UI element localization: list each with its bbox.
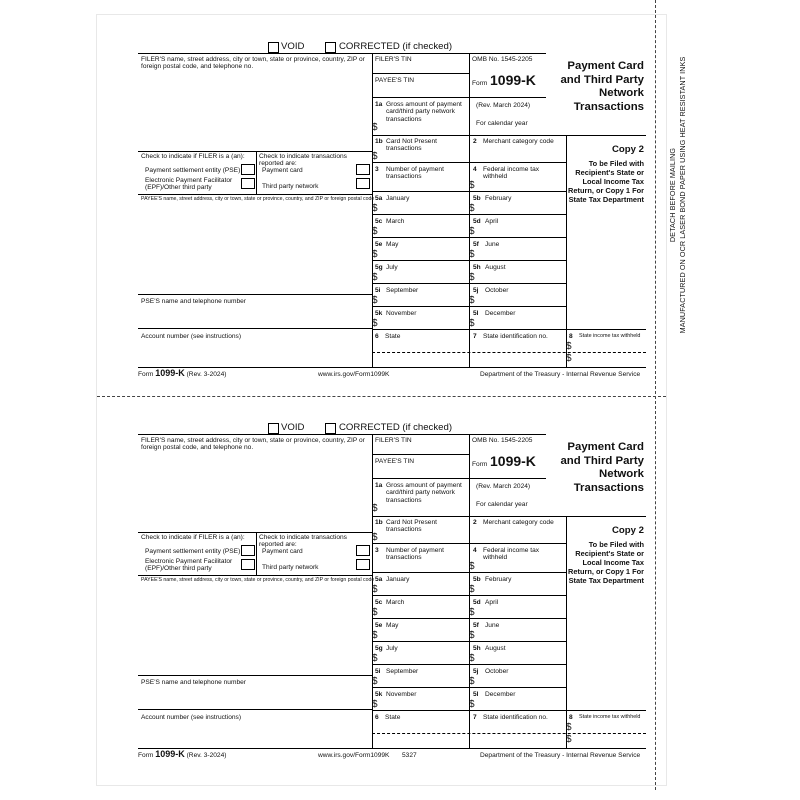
calendar-year-label: For calendar year [476,501,528,508]
box-8-dollar-2: $ [566,353,572,364]
box-1b-dollar: $ [372,151,378,162]
corrected-label: CORRECTED (if checked) [339,422,453,433]
transactions-check-label: Check to indicate transactions reported are: [259,153,347,168]
box-5g-number: 5g [375,264,383,271]
box-1b-number: 1b [375,519,383,526]
box-5b-number: 5b [473,195,481,202]
box-5l-label: December [485,310,516,317]
box-1b-label: Card Not Present transactions [386,519,437,534]
box-5e-label: May [386,622,399,629]
box-5f-label: June [485,622,500,629]
box-5i-number: 5i [375,668,381,675]
footer-form-prefix: Form [138,752,154,759]
box-5d-number: 5d [473,218,481,225]
box-5i-dollar: $ [372,295,378,306]
account-number-label: Account number (see instructions) [141,333,242,340]
footer-revision: (Rev. 3-2024) [186,371,227,378]
box-4-number: 4 [473,166,477,173]
box-5d-label: April [485,218,499,225]
box-5b-dollar: $ [469,584,475,595]
box-5c-number: 5c [375,599,383,606]
box-3-number: 3 [375,166,379,173]
box-5c-label: March [386,218,405,225]
box-5l-number: 5l [473,310,479,317]
box-5h-number: 5h [473,264,481,271]
box-7-label: State identification no. [483,714,548,721]
box-5h-dollar: $ [469,272,475,283]
pse-option-label: Payment settlement entity (PSE) [145,167,241,174]
box-5l-dollar: $ [469,318,475,329]
copy-label: Copy 2 [612,525,644,536]
tear-line [97,396,666,397]
copy-description: To be Filed with Recipient's State or Local Income Tax Return, or Copy 1 For State Tax Department [568,540,644,585]
payee-tin-label: PAYEE'S TIN [375,458,415,465]
box-7-number: 7 [473,333,477,340]
box-5e-label: May [386,241,399,248]
third-party-network-option-label: Third party network [262,564,319,571]
box-5c-dollar: $ [372,607,378,618]
box-5e-number: 5e [375,241,383,248]
box-4-dollar: $ [469,561,475,572]
epf-checkbox[interactable] [241,559,255,570]
corrected-label: CORRECTED (if checked) [339,41,453,52]
footer-code: 5327 [402,752,417,759]
box-2-label: Merchant category code [483,138,554,145]
box-5j-label: October [485,287,509,294]
box-5j-label: October [485,668,509,675]
box-5e-number: 5e [375,622,383,629]
side-perforation [655,0,657,790]
box-4-dollar: $ [469,180,475,191]
form-name: 1099-K [490,72,536,88]
epf-checkbox[interactable] [241,178,255,189]
box-8-number: 8 [569,714,573,721]
payment-card-option-label: Payment card [262,167,303,174]
payment-card-checkbox[interactable] [356,545,370,556]
box-8-number: 8 [569,333,573,340]
pse-checkbox[interactable] [241,164,255,175]
box-5b-number: 5b [473,576,481,583]
pse-name-label: PSE'S name and telephone number [141,298,246,305]
box-5a-number: 5a [375,576,383,583]
box-2-label: Merchant category code [483,519,554,526]
footer-form-prefix: Form [138,371,154,378]
box-5e-dollar: $ [372,249,378,260]
box-7-number: 7 [473,714,477,721]
box-6-number: 6 [375,714,379,721]
copy-label: Copy 2 [612,144,644,155]
box-1b-number: 1b [375,138,383,145]
footer-form [138,751,226,759]
payee-tin-label: PAYEE'S TIN [375,77,415,84]
box-8-dollar-1: $ [566,722,572,733]
box-5j-dollar: $ [469,676,475,687]
box-5f-label: June [485,241,500,248]
box-5g-label: July [386,645,398,652]
box-5c-dollar: $ [372,226,378,237]
revision-label: (Rev. March 2024) [476,483,531,490]
box-5k-label: November [386,691,417,698]
box-5a-dollar: $ [372,203,378,214]
form-prefix: Form [472,80,488,87]
box-1a-label: Gross amount of payment card/third party network transactions [386,482,462,504]
box-7-label: State identification no. [483,333,548,340]
box-1a-dollar: $ [372,503,378,514]
box-5i-label: September [386,668,419,675]
box-1a-number: 1a [375,101,383,108]
box-5i-dollar: $ [372,676,378,687]
box-5b-dollar: $ [469,203,475,214]
box-5i-label: September [386,287,419,294]
detach-text: DETACH BEFORE MAILING [668,147,677,243]
pse-checkbox[interactable] [241,545,255,556]
filer-check-label: Check to indicate if FILER is a (an): [141,153,245,160]
box-5f-dollar: $ [469,249,475,260]
box-5f-dollar: $ [469,630,475,641]
box-3-number: 3 [375,547,379,554]
side-caption [668,57,688,334]
box-5f-number: 5f [473,241,479,248]
void-label: VOID [281,41,305,52]
box-5i-number: 5i [375,287,381,294]
pse-option-label: Payment settlement entity (PSE) [145,548,241,555]
omb-number: OMB No. 1545-2205 [472,56,533,63]
box-2-number: 2 [473,138,477,145]
box-5d-label: April [485,599,499,606]
box-5e-dollar: $ [372,630,378,641]
filer-name-label: FILER'S name, street address, city or town, state or province, country, ZIP or foreign postal code, and telephone no. [141,437,365,452]
account-number-label: Account number (see instructions) [141,714,242,721]
box-5a-number: 5a [375,195,383,202]
box-6-label: State [385,333,401,340]
form-1099k-upper [138,41,646,378]
box-5j-number: 5j [473,287,479,294]
box-5g-number: 5g [375,645,383,652]
box-5k-label: November [386,310,417,317]
revision-label: (Rev. March 2024) [476,102,531,109]
box-5h-dollar: $ [469,653,475,664]
corrected-checkbox[interactable] [325,423,336,434]
pse-name-label: PSE'S name and telephone number [141,679,246,686]
box-5g-dollar: $ [372,272,378,283]
payee-name-label: PAYEE'S name, street address, city or town, state or province, country, and ZIP or foreign postal code [141,577,375,583]
filer-check-label: Check to indicate if FILER is a (an): [141,534,245,541]
form-name: 1099-K [490,453,536,469]
box-6-number: 6 [375,333,379,340]
box-8-label: State income tax withheld [579,714,641,720]
box-5k-number: 5k [375,691,383,698]
filer-tin-label: FILER'S TIN [375,56,412,63]
footer-department: Department of the Treasury - Internal Revenue Service [480,371,641,378]
box-5j-number: 5j [473,668,479,675]
box-5j-dollar: $ [469,295,475,306]
box-1a-number: 1a [375,482,383,489]
footer-department: Department of the Treasury - Internal Revenue Service [480,752,641,759]
void-checkbox[interactable] [268,42,279,53]
box-5c-number: 5c [375,218,383,225]
third-party-network-checkbox[interactable] [356,559,370,570]
box-5k-number: 5k [375,310,383,317]
form-prefix: Form [472,461,488,468]
box-6-label: State [385,714,401,721]
epf-option-label: Electronic Payment Facilitator (EPF)/Other third party [145,558,233,573]
box-8-dollar-1: $ [566,341,572,352]
payment-card-option-label: Payment card [262,548,303,555]
box-5d-dollar: $ [469,607,475,618]
box-5l-number: 5l [473,691,479,698]
box-1a-label: Gross amount of payment card/third party network transactions [386,101,462,123]
box-1a-dollar: $ [372,122,378,133]
box-4-label: Federal income tax withheld [483,547,540,562]
box-4-label: Federal income tax withheld [483,166,540,181]
payee-name-label: PAYEE'S name, street address, city or town, state or province, country, and ZIP or foreign postal code [141,196,375,202]
box-5h-number: 5h [473,645,481,652]
omb-number: OMB No. 1545-2205 [472,437,533,444]
corrected-checkbox[interactable] [325,42,336,53]
box-5h-label: August [485,645,506,652]
third-party-network-option-label: Third party network [262,183,319,190]
void-checkbox[interactable] [268,423,279,434]
footer-revision: (Rev. 3-2024) [186,752,227,759]
box-2-number: 2 [473,519,477,526]
box-5b-label: February [485,195,512,202]
box-8-dollar-2: $ [566,734,572,745]
filer-name-label: FILER'S name, street address, city or town, state or province, country, ZIP or foreign postal code, and telephone no. [141,56,365,71]
copy-description: To be Filed with Recipient's State or Local Income Tax Return, or Copy 1 For State Tax Department [568,159,644,204]
form-1099k-lower [138,422,646,759]
footer-url: www.irs.gov/Form1099K [318,371,390,378]
box-8-label: State income tax withheld [579,333,641,339]
box-3-label: Number of payment transactions [386,547,444,562]
transactions-check-label: Check to indicate transactions reported are: [259,534,347,549]
footer-form-name: 1099-K [155,368,185,378]
void-label: VOID [281,422,305,433]
box-5k-dollar: $ [372,699,378,710]
form-title: Payment Card and Third Party Network Transactions [560,441,644,494]
box-5d-dollar: $ [469,226,475,237]
box-5f-number: 5f [473,622,479,629]
box-5a-label: January [386,195,410,202]
filer-tin-label: FILER'S TIN [375,437,412,444]
box-1b-label: Card Not Present transactions [386,138,437,153]
footer-form [138,370,226,378]
payment-card-checkbox[interactable] [356,164,370,175]
manufactured-text: MANUFACTURED ON OCR LASER BOND PAPER USING HEAT RESISTANT INKS [678,56,687,334]
box-5l-label: December [485,691,516,698]
box-4-number: 4 [473,547,477,554]
box-5g-dollar: $ [372,653,378,664]
third-party-network-checkbox[interactable] [356,178,370,189]
box-5k-dollar: $ [372,318,378,329]
footer-form-name: 1099-K [155,749,185,759]
epf-option-label: Electronic Payment Facilitator (EPF)/Other third party [145,177,233,192]
box-5d-number: 5d [473,599,481,606]
box-5a-dollar: $ [372,584,378,595]
box-5l-dollar: $ [469,699,475,710]
form-title: Payment Card and Third Party Network Transactions [560,60,644,113]
box-5a-label: January [386,576,410,583]
box-5c-label: March [386,599,405,606]
box-3-label: Number of payment transactions [386,166,444,181]
footer-url: www.irs.gov/Form1099K [318,752,390,759]
box-5b-label: February [485,576,512,583]
box-1b-dollar: $ [372,532,378,543]
box-5g-label: July [386,264,398,271]
box-5h-label: August [485,264,506,271]
calendar-year-label: For calendar year [476,120,528,127]
